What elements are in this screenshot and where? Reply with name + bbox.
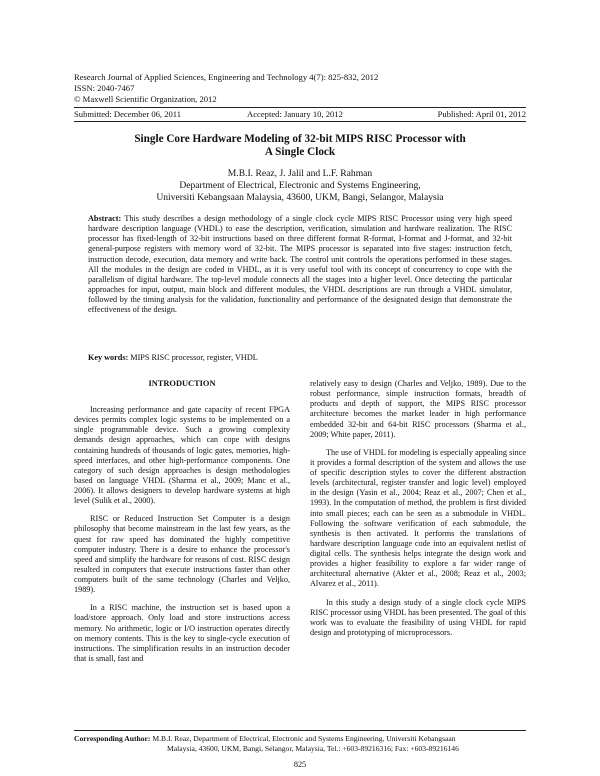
right-column — [310, 379, 526, 646]
abstract — [88, 214, 512, 316]
author-block — [90, 168, 510, 204]
footnote-rule — [74, 730, 526, 731]
copyright: © Maxwell Scientific Organization, 2012 — [74, 94, 217, 104]
journal-citation: Research Journal of Applied Sciences, Engineering and Technology 4(7): 825-832, 2012 — [74, 72, 379, 82]
abstract-text: This study describes a design methodology of a single clock cycle MIPS RISC Processor using very high speed hardware description language (VHDL) to ease the description, verification, simulation and hardware realization. The RISC processor has fixed-length of 32-bit instructions based on three different format R-format, I-format and J-format, and 32-bit general-purpose registers with memory word of 32-bit. The MIPS processor is separated into five stages: instruction fetch, instruction decode, execution, data memory and write back. The control unit controls the operations performed in these stages. All the modules in the design are coded in VHDL, as it is very useful tool with its concept of concurrency to cope with the parallelism of digital hardware. The top-level module connects all the stages into a higher level. Once detecting the particular approaches for input, output, main block and different modules, the VHDL descriptions are run through a VHDL simulator, followed by the timing analysis for the validation, functionality and performance of the designated design that demonstrate the effectiveness of the design. — [88, 214, 512, 315]
intro-paragraph-1: Increasing performance and gate capacity of recent FPGA devices permits complex logic systems to be implemented on a single programmable device. Such a growing complexity demands design approaches, which can cope with designs containing hundreds of thousands of logic gates, memories, high-speed interfaces, and other high-performance components. One category of such design approaches is design methodologies based on language VHDL (Sharma et al., 2009; Manc et al., 2006). It allows designers to develop hardware systems at high level (Sulik et al., 2000). — [74, 405, 290, 506]
intro-paragraph-2: RISC or Reduced Instruction Set Computer is a design philosophy that become mainstream in the last few years, as the quest for raw speed has dominated the highly competitive computer industry. There is a desire to enhance the processor's speed and simplify the hardware for reasons of cost. RISC design resulted in computers that execute instructions faster than other computers built of the same technology (Charles and Veljko, 1989). — [74, 514, 290, 595]
left-column — [74, 379, 290, 672]
corresponding-line-1: M.B.I. Reaz, Department of Electrical, Electronic and Systems Engineering, Universiti Kebangsaan — [152, 734, 456, 743]
keywords — [88, 353, 512, 363]
affiliation-line-1: Department of Electrical, Electronic and Systems Engineering, — [179, 180, 421, 191]
intro-paragraph-5: In this study a design study of a single clock cycle MIPS RISC processor using VHDL has been presented. The goal of this work was to evaluate the feasibility of using VHDL for rapid design and prototyping of microprocessors. — [310, 597, 526, 637]
submitted-date: Submitted: December 06, 2011 — [74, 109, 182, 119]
corresponding-author — [74, 734, 534, 754]
introduction-heading: INTRODUCTION — [148, 379, 216, 388]
abstract-label: Abstract: — [88, 214, 122, 223]
corresponding-label: Corresponding Author: — [74, 734, 151, 743]
affiliation-line-2: Universiti Kebangsaan Malaysia, 43600, UKM, Bangi, Selangor, Malaysia — [156, 192, 444, 203]
published-date: Published: April 01, 2012 — [437, 109, 526, 119]
corresponding-line-2: Malaysia, 43600, UKM, Bangi, Selangor, Malaysia, Tel.: +603-89216316; Fax: +603-89216146 — [167, 744, 459, 753]
intro-paragraph-3: In a RISC machine, the instruction set is based upon a load/store approach. Only load and store instructions access memory. No arithmetic, logic or I/O instruction operates directly on memory contents. This is the key to single-cycle execution of instructions. The simplification results in an instruction decoder that is small, fast and — [74, 603, 290, 663]
title-line-2: A Single Clock — [264, 146, 336, 158]
issn: ISSN: 2040-7467 — [74, 83, 135, 93]
title-line-1: Single Core Hardware Modeling of 32-bit MIPS RISC Processor with — [134, 133, 466, 145]
page-number: 825 — [293, 760, 307, 769]
keywords-text: MIPS RISC processor, register, VHDL — [130, 353, 258, 362]
accepted-date: Accepted: January 10, 2012 — [247, 109, 343, 119]
intro-paragraph-3-cont: relatively easy to design (Charles and Veljko, 1989). Due to the robust performance, simple instruction formats, breadth of products and depth of support, the MIPS RISC processor architecture becomes the market leader in high performance embedded 32-bit and 64-bit RISC processors (Sharma et al., 2009; White paper, 2011). — [310, 379, 526, 439]
keywords-label: Key words: — [88, 353, 129, 362]
journal-header — [74, 72, 544, 105]
intro-paragraph-4: The use of VHDL for modeling is especially appealing since it provides a formal description of the system and allows the use of specific description styles to cover the different abstraction levels (architectural, register transfer and logic level) employed in the design (Yasin et al., 2004; Reaz et al., 2007; Chen et al., 1993). In the computation of method, the problem is first divided into small pieces; each can be seen as a submodule in VHDL. Following the software verification of each submodule, the synthesis is then activated. It performs the translations of hardware description language code into an equivalent netlist of digital cells. The synthesis helps integrate the design work and provides a higher feasibility to explore a far wider range of architectural alternative (Akter et al., 2008; Reaz et al., 2003; Alvarez et al., 2011). — [310, 447, 526, 589]
author-names: M.B.I. Reaz, J. Jalil and L.F. Rahman — [227, 168, 373, 179]
header-rule-top — [74, 107, 526, 108]
paper-title — [90, 133, 510, 159]
header-rule-bottom — [74, 121, 526, 122]
